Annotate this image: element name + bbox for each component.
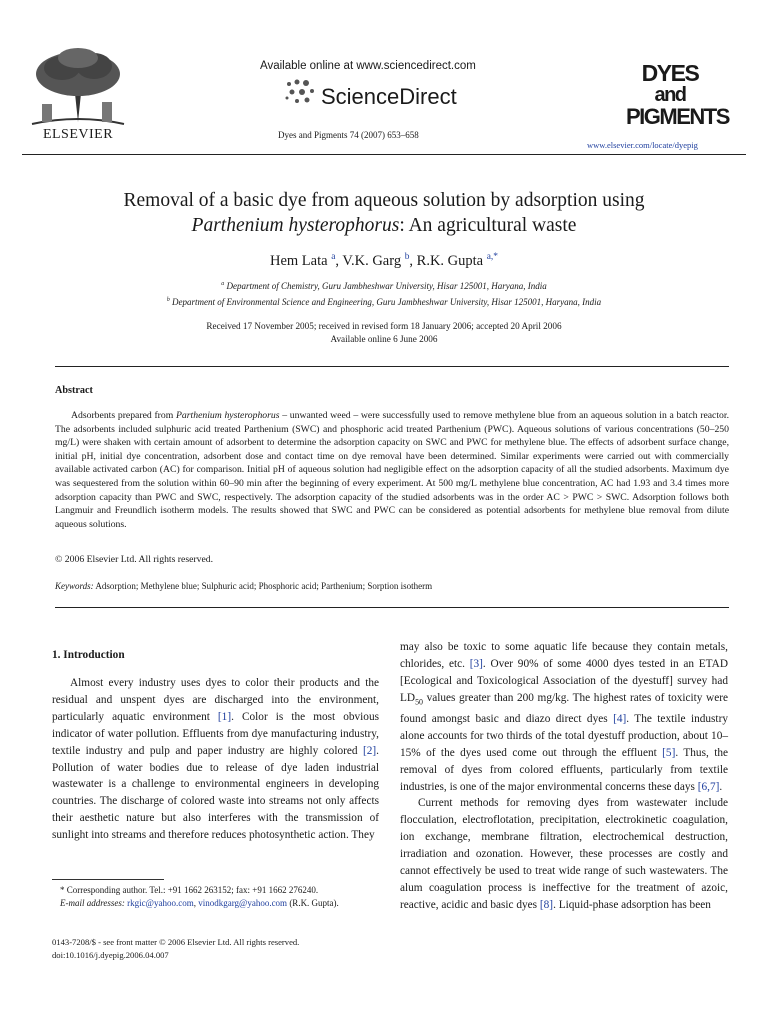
elsevier-tree-logo [22,44,134,140]
abstract-text: Adsorbents prepared from [71,410,176,421]
publisher-name: ELSEVIER [42,127,114,142]
title-line-2: : An agricultural waste [399,215,577,236]
online-date: Available online 6 June 2006 [330,334,438,344]
title-species-name: Parthenium hysterophorus [191,215,400,236]
journal-reference: Dyes and Pigments 74 (2007) 653–658 [278,130,419,140]
corresponding-author: * Corresponding author. Tel.: +91 1662 263152; fax: +91 1662 276240. [60,885,319,895]
right-column [400,639,728,914]
citation-link[interactable]: [3] [469,657,483,670]
front-matter [52,936,299,961]
issn-line: 0143-7208/$ - see front matter © 2006 Elsevier Ltd. All rights reserved. [52,937,300,947]
citation-link[interactable]: [4] [613,712,627,725]
author-affil-mark[interactable]: a [331,252,336,262]
body-text: . [719,780,723,793]
keywords-list: Adsorption; Methylene blue; Sulphuric acid; Phosphoric acid; Parthenium; Sorption isotherm [93,581,433,591]
abstract-body [55,409,729,531]
body-text: values greater than 200 mg/kg. The highest rates of toxicity were found amongst basic and diazo direct dyes [400,691,728,725]
body-text: . Color is the most obvious indicator of water pollution. Effluents from dye manufacturing industry, textile industry and pulp and paper industry are highly colored [52,710,379,757]
title-line-1: Removal of a basic dye from aqueous solution by adsorption using [123,190,645,211]
citation-link[interactable]: [6,7] [697,780,720,793]
author-name: R.K. Gupta [416,252,484,269]
author-name: Hem Lata [270,252,328,269]
affiliation-mark: b [166,297,170,303]
subscript: 50 [415,696,423,706]
body-text: . Pollution of water bodies due to release of dye laden industrial wastewater is a challenge to environmental engineers in developing countries. The discharge of colored waste into streams not only affects their aesthetic nature but also interferes with the transmission of sunlight into streams and therefore reduces photosynthetic action. They [52,744,379,842]
abstract-species-name: Parthenium hysterophorus [176,410,280,421]
body-text: . Over 90% of some 4000 dyes tested in an ETAD [Ecological and Toxicological Association of the dyestuff] survey had LD [400,657,728,704]
affiliation-mark: a [221,281,225,287]
journal-logo [626,60,729,129]
affiliation [40,281,728,291]
body-text: Almost every industry uses dyes to color their products and the residual and unspent dyes are discharged into the environment, particularly aquatic environment [52,677,379,723]
footnote [52,884,379,910]
affiliation-text: Department of Environmental Science and Engineering, Guru Jambheshwar University, Hisar 125001, Haryana, India [172,297,602,307]
received-dates: Received 17 November 2005; received in revised form 18 January 2006; accepted 20 April 2006 [206,321,562,331]
affiliation-text: Department of Chemistry, Guru Jambheshwar University, Hisar 125001, Haryana, India [226,281,547,291]
abstract-divider-top [55,366,729,367]
available-online-text[interactable]: Available online at www.sciencedirect.com [260,60,476,72]
abstract-text: – unwanted weed – were successfully used to remove methylene blue from an aqueous solution in a batch reactor. The adsorbents included sulphuric acid treated Parthenium (SWC) and phosphoric acid treated Parthenium (PWC). Aqueous solutions of various concentrations (50–250 mg/L) were shaken with certain amount of adsorbent to determine the adsorption capacity on SWC and PWC for methylene blue. The effects of adsorbent surface change, initial pH, initial dye concentration, adsorbent dose and contact time on dye removal have been determined. Similar experiments were carried out with commercially available activated carbon (AC) for comparison. Initial pH of aqueous solution had negligible effect on the adsorption capacity of all the studied adsorbents. Maximum dye was sequestered from the solution within 60–90 min after the beginning of every experiment. At 500 mg/L methylene blue concentration, AC had 1.93 and 3.4 times more adsorption capacity than PWC and SWC, respectively. The adsorption capacity of the studied adsorbents was in the order AC > PWC > SWC. Adsorption follows both Langmuir and Freundlich isotherm models. The results showed that SWC and PWC can be considered as potential adsorbents for methylene blue removal from dilute aqueous solutions. [55,410,729,530]
author-list: Hem Lata $^a$, V.K. Garg $^b$, R.K. Gupta $^{a,*}$ [270,252,498,269]
article-title [40,188,728,238]
keywords [55,581,432,591]
email-owner: (R.K. Gupta). [287,898,339,908]
email-label: E-mail addresses: [60,898,125,908]
body-text: may also be toxic to some aquatic life because they contain metals, chlorides, etc. [400,641,728,670]
left-column [52,675,379,844]
journal-logo-line: and [654,84,686,106]
abstract-copyright: © 2006 Elsevier Ltd. All rights reserved. [55,554,214,565]
body-text: . Liquid-phase adsorption has been [553,898,711,911]
footnote-divider [52,879,164,880]
email-link[interactable]: rkgic@yahoo.com [127,898,194,908]
body-text: Current methods for removing dyes from wastewater include flocculation, electroflotation, precipitation, electrokinetic coagulation, ion exchange, membrane filtration, electrochemical destruction, irradiation and ozonation. However, these processes are costly and cannot effectively be used to treat wide range of such wastewaters. The alum coagulation process is ineffective for the treatment of azoic, reactive, acidic and basic dyes [400,797,728,911]
header-divider [22,154,746,155]
journal-logo-line: DYES [641,60,699,86]
abstract-heading: Abstract [55,385,93,396]
section-heading: 1. Introduction [52,649,125,661]
citation-link[interactable]: [5] [662,746,676,759]
sciencedirect-logo [283,78,473,112]
author-affil-mark[interactable]: a,* [486,252,498,262]
author-name: V.K. Garg [342,252,402,269]
body-text: . Thus, the removal of dyes from colored effluents, particularly from textile industries, is one of the major environmental concerns these days [400,746,728,793]
separator: , [193,898,199,908]
article-history [40,320,728,346]
abstract-divider-bottom [55,607,729,608]
affiliation [40,297,728,307]
journal-url-link[interactable]: www.elsevier.com/locate/dyepig [587,140,698,150]
citation-link[interactable]: [8] [539,898,554,911]
sciencedirect-wordmark: ScienceDirect [321,84,457,109]
keywords-label: Keywords: [55,581,94,591]
author-affil-mark[interactable]: b [404,252,410,262]
journal-logo-line: PIGMENTS [626,104,729,129]
citation-link[interactable]: [2] [362,744,377,757]
body-text: . The textile industry alone accounts for two thirds of the total dyestuff production, about 10–15% of the dyes used come out through the effluent [400,712,728,759]
citation-link[interactable]: [1] [217,710,232,723]
email-link[interactable]: vinodkgarg@yahoo.com [198,898,288,908]
doi-line[interactable]: doi:10.1016/j.dyepig.2006.04.007 [52,949,169,960]
